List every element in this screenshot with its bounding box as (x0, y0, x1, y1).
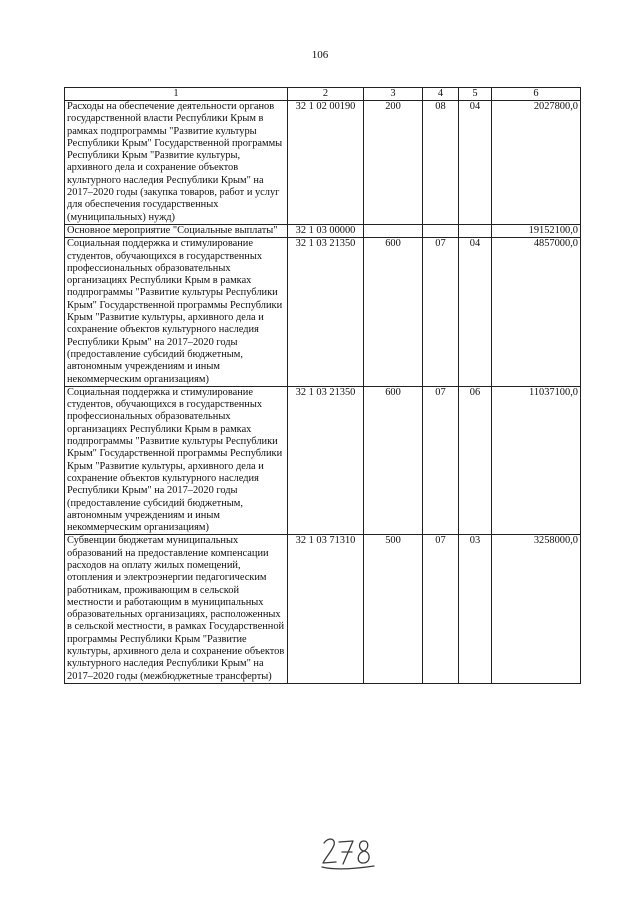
row-col-5 (459, 224, 492, 237)
row-name: Субвенции бюджетам муниципальных образований на предоставление компенсации расходов на оплату жилых помещений, отопления и электроэнергии педагогическим работникам, проживающим в сельской местности и работающим в муниципальных образовательных организациях, расположенных в сельской местности, в рамках Государственной программы Республики Крым "Развитие культуры, архивного дела и сохранение объектов культурного наследия Республики Крым" на 2017–2020 годы (межбюджетные трансферты) (65, 535, 288, 684)
header-col-1: 1 (65, 88, 288, 101)
header-col-3: 3 (364, 88, 423, 101)
table-body (65, 101, 581, 684)
row-col-5: 06 (459, 386, 492, 535)
row-col-3: 600 (364, 238, 423, 387)
row-col-3: 600 (364, 386, 423, 535)
row-code: 32 1 03 21350 (288, 238, 364, 387)
row-code: 32 1 03 00000 (288, 224, 364, 237)
row-code: 32 1 02 00190 (288, 101, 364, 225)
row-col-4: 07 (423, 535, 459, 684)
page-number: 106 (311, 49, 329, 61)
table-row (65, 386, 581, 535)
row-col-5: 03 (459, 535, 492, 684)
budget-table (64, 87, 581, 684)
table-header (65, 88, 581, 101)
row-amount: 3258000,0 (492, 535, 581, 684)
row-col-3: 200 (364, 101, 423, 225)
row-name: Основное мероприятие "Социальные выплаты" (65, 224, 288, 237)
handwritten-page-signature (320, 833, 380, 873)
row-amount: 19152100,0 (492, 224, 581, 237)
row-col-3: 500 (364, 535, 423, 684)
table-row (65, 224, 581, 237)
row-amount: 2027800,0 (492, 101, 581, 225)
row-col-5: 04 (459, 238, 492, 387)
row-col-4: 07 (423, 386, 459, 535)
row-amount: 11037100,0 (492, 386, 581, 535)
table-row (65, 101, 581, 225)
table-row (65, 238, 581, 387)
row-name: Расходы на обеспечение деятельности органов государственной власти Республики Крым в рамках подпрограммы "Развитие культуры Республики Крым" Государственной программы Республики Крым "Развитие культуры, архивного дела и сохранение объектов культурного наследия Республики Крым" на 2017–2020 годы (закупка товаров, работ и услуг для обеспечения государственных (муниципальных) нужд) (65, 101, 288, 225)
row-name: Социальная поддержка и стимулирование студентов, обучающихся в государственных профессиональных образовательных организациях Республики Крым в рамках подпрограммы "Развитие культуры Республики Крым" Государственной программы Республики Крым "Развитие культуры, архивного дела и сохранение объектов культурного наследия Республики Крым" на 2017–2020 годы (предоставление субсидий бюджетным, автономным учреждениям и иным некоммерческим организациям) (65, 386, 288, 535)
header-col-2: 2 (288, 88, 364, 101)
header-col-4: 4 (423, 88, 459, 101)
row-name: Социальная поддержка и стимулирование студентов, обучающихся в государственных профессиональных образовательных организациях Республики Крым в рамках подпрограммы "Развитие культуры Республики Крым" Государственной программы Республики Крым "Развитие культуры, архивного дела и сохранение объектов культурного наследия Республики Крым" на 2017–2020 годы (предоставление субсидий бюджетным, автономным учреждениям и иным некоммерческим организациям) (65, 238, 288, 387)
header-col-6: 6 (492, 88, 581, 101)
row-col-5: 04 (459, 101, 492, 225)
row-code: 32 1 03 71310 (288, 535, 364, 684)
row-amount: 4857000,0 (492, 238, 581, 387)
row-col-4: 08 (423, 101, 459, 225)
header-col-5: 5 (459, 88, 492, 101)
row-col-3 (364, 224, 423, 237)
row-code: 32 1 03 21350 (288, 386, 364, 535)
row-col-4: 07 (423, 238, 459, 387)
row-col-4 (423, 224, 459, 237)
header-row (65, 88, 581, 101)
table-row (65, 535, 581, 684)
